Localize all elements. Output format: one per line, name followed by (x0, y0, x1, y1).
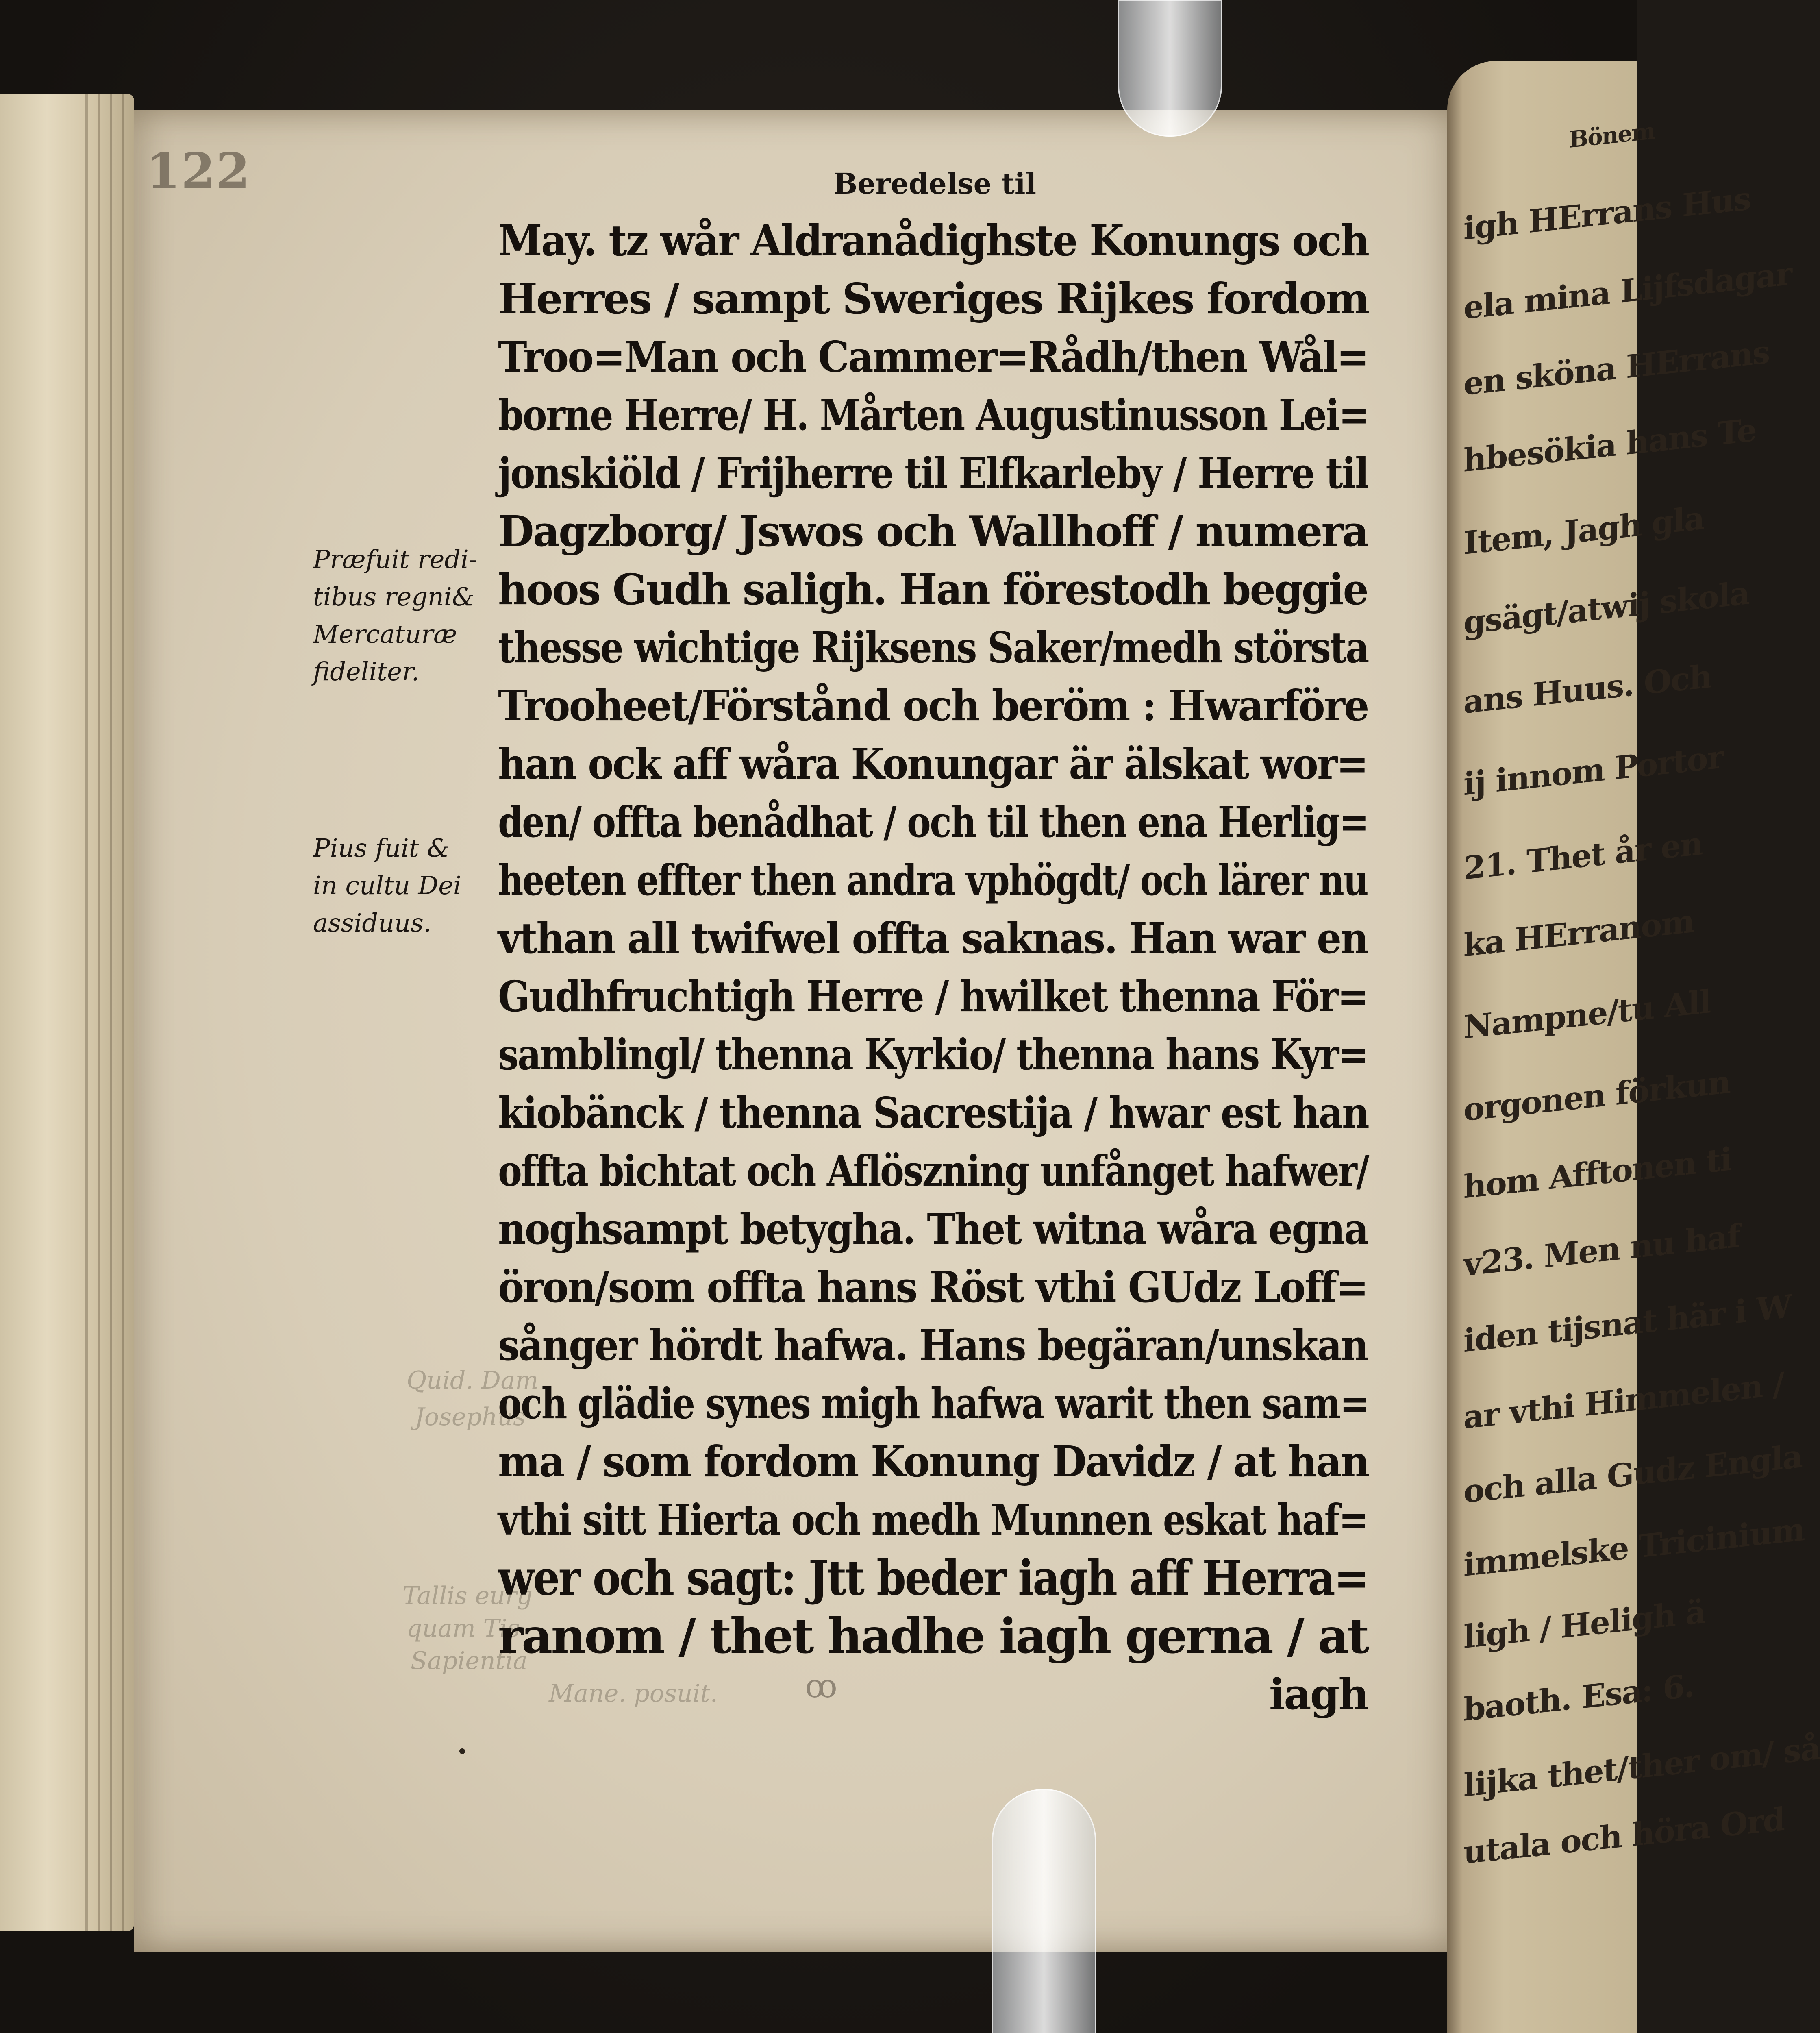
facing-page-line: iden tijsnat här i W (1463, 1288, 1791, 1360)
signature-mark: ꝏ (805, 1667, 837, 1705)
body-line: ma / som fordom Konung Davidz / at han (498, 1437, 1369, 1487)
body-line: Gudhfruchtigh Herre / hwilket thenna För= (498, 971, 1368, 1021)
margin-note-line: fideliter. (313, 657, 420, 686)
running-head: Beredelse til (833, 167, 1037, 200)
body-line: Dagzborg/ Jswos och Wallhoff / numera (498, 506, 1368, 556)
facing-page-line: Nampne/tu All (1463, 983, 1711, 1046)
leaf-edge (110, 94, 112, 1931)
page-clip-top (1118, 0, 1222, 137)
body-line: thesse wichtige Rijksens Saker/medh största (498, 623, 1368, 673)
body-line: samblingl/ thenna Kyrkio/ thenna hans Kyr= (498, 1030, 1368, 1080)
margin-note-pius (313, 829, 492, 942)
bleed-through-text: Quid. Dam (407, 1366, 539, 1395)
margin-note-line: Præfuit redi- (313, 544, 477, 574)
facing-page-line: ligh / Heligh ä (1463, 1593, 1705, 1656)
bleed-through-text: Josephus (415, 1403, 526, 1431)
leaf-edge (98, 94, 100, 1931)
facing-page-line: hbesökia hans Te (1463, 411, 1756, 479)
facing-page-line: ij innom Portor (1463, 738, 1723, 803)
facing-page (1447, 61, 1820, 2033)
facing-page-line: v23. Men nu haf (1463, 1217, 1740, 1284)
body-line: offta bichtat och Aflöszning unfånget hafwer/ (498, 1146, 1369, 1196)
left-page-edges (0, 94, 134, 1931)
margin-note-line: assiduus. (313, 908, 432, 938)
facing-page-line: en sköna HErrans (1463, 333, 1770, 403)
catchword: iagh (1269, 1669, 1368, 1719)
body-line: Trooheet/Förstånd och beröm : Hwarföre (498, 681, 1368, 731)
margin-note-line: in cultu Dei (313, 871, 461, 900)
body-line: borne Herre/ H. Mårten Augustinusson Lei= (498, 390, 1368, 440)
body-line: sånger hördt hafwa. Hans begäran/unskan (498, 1320, 1368, 1370)
margin-note-line: tibus regni& (313, 582, 474, 612)
page-number: 122 (146, 142, 251, 200)
body-line: kiobänck / thenna Sacrestija / hwar est han (498, 1088, 1368, 1138)
facing-page-line: immelske Tricinium (1463, 1511, 1805, 1584)
facing-page-line: Item, Jagh gla (1463, 499, 1704, 562)
body-line: hoos Gudh saligh. Han förestodh beggie (498, 564, 1368, 614)
facing-page-line: orgonen förkun (1463, 1063, 1731, 1129)
facing-page-line: och alla Gudz Engla (1463, 1438, 1803, 1511)
body-line: jonskiöld / Frijherre til Elfkarleby / Herre til (498, 448, 1368, 498)
margin-note-line: Mercaturæ (313, 619, 457, 649)
facing-page-line: utala och höra Ord (1463, 1800, 1785, 1872)
body-line: ranom / thet hadhe iagh gerna / at (498, 1608, 1368, 1664)
body-line: och glädie synes migh hafwa warit then sam= (498, 1378, 1369, 1428)
body-text-column (498, 211, 1368, 1723)
body-line: öron/som offta hans Röst vthi GUdz Loff= (498, 1262, 1368, 1312)
body-line: Troo=Man och Cammer=Rådh/then Wål= (498, 332, 1368, 382)
body-line: han ock aff wåra Konungar är älskat wor= (498, 739, 1368, 789)
facing-page-line: gsägt/atwij skola (1463, 575, 1749, 642)
ink-speck (459, 1748, 465, 1754)
margin-note-praefuit (313, 541, 492, 690)
body-line: vthan all twifwel offta saknas. Han war en (498, 913, 1368, 963)
facing-page-line: ar vthi Himmelen / (1463, 1365, 1784, 1437)
facing-page-line: 21. Thet år en (1463, 825, 1703, 887)
bleed-through-text: Mane. posuit. (549, 1679, 718, 1708)
leaf-edge (122, 94, 124, 1931)
body-line: heeten effter then andra vphögdt/ och lärer nu (498, 855, 1368, 905)
facing-page-line: lijka thet/ther om/ så (1463, 1729, 1820, 1804)
facing-page-line: ans Huus. Och (1463, 657, 1711, 721)
body-line: vthi sitt Hierta och medh Munnen eskat haf= (498, 1495, 1368, 1545)
body-line: den/ offta benådhat / och til then ena Herlig= (498, 797, 1368, 847)
page-clip-bottom (992, 1789, 1096, 2033)
body-line: noghsampt betygha. Thet witna wåra egna (498, 1204, 1368, 1254)
body-line: May. tz wår Aldranådighste Konungs och (498, 215, 1369, 266)
facing-page-line: Bönem (1569, 117, 1655, 154)
leaf-edge (85, 94, 88, 1931)
facing-page-line: baoth. Esa: 6. (1463, 1667, 1694, 1728)
facing-page-line: hom Afftonen ti (1463, 1141, 1731, 1206)
body-line: wer och sagt: Jtt beder iagh aff Herra= (498, 1550, 1368, 1606)
facing-page-line: ka HErranom (1463, 903, 1694, 964)
facing-page-line: ela mina Lijfsdagar (1463, 255, 1792, 327)
bleed-through-text: Sapientia (411, 1647, 528, 1675)
bleed-through-text: quam Tis (407, 1614, 520, 1643)
facing-page-line: igh HErrans Hus (1463, 180, 1751, 248)
body-line: Herres / sampt Sweriges Rijkes fordom (498, 274, 1369, 324)
margin-note-line: Pius fuit & (313, 833, 450, 863)
bleed-through-text: Tallis eurg (402, 1582, 533, 1610)
